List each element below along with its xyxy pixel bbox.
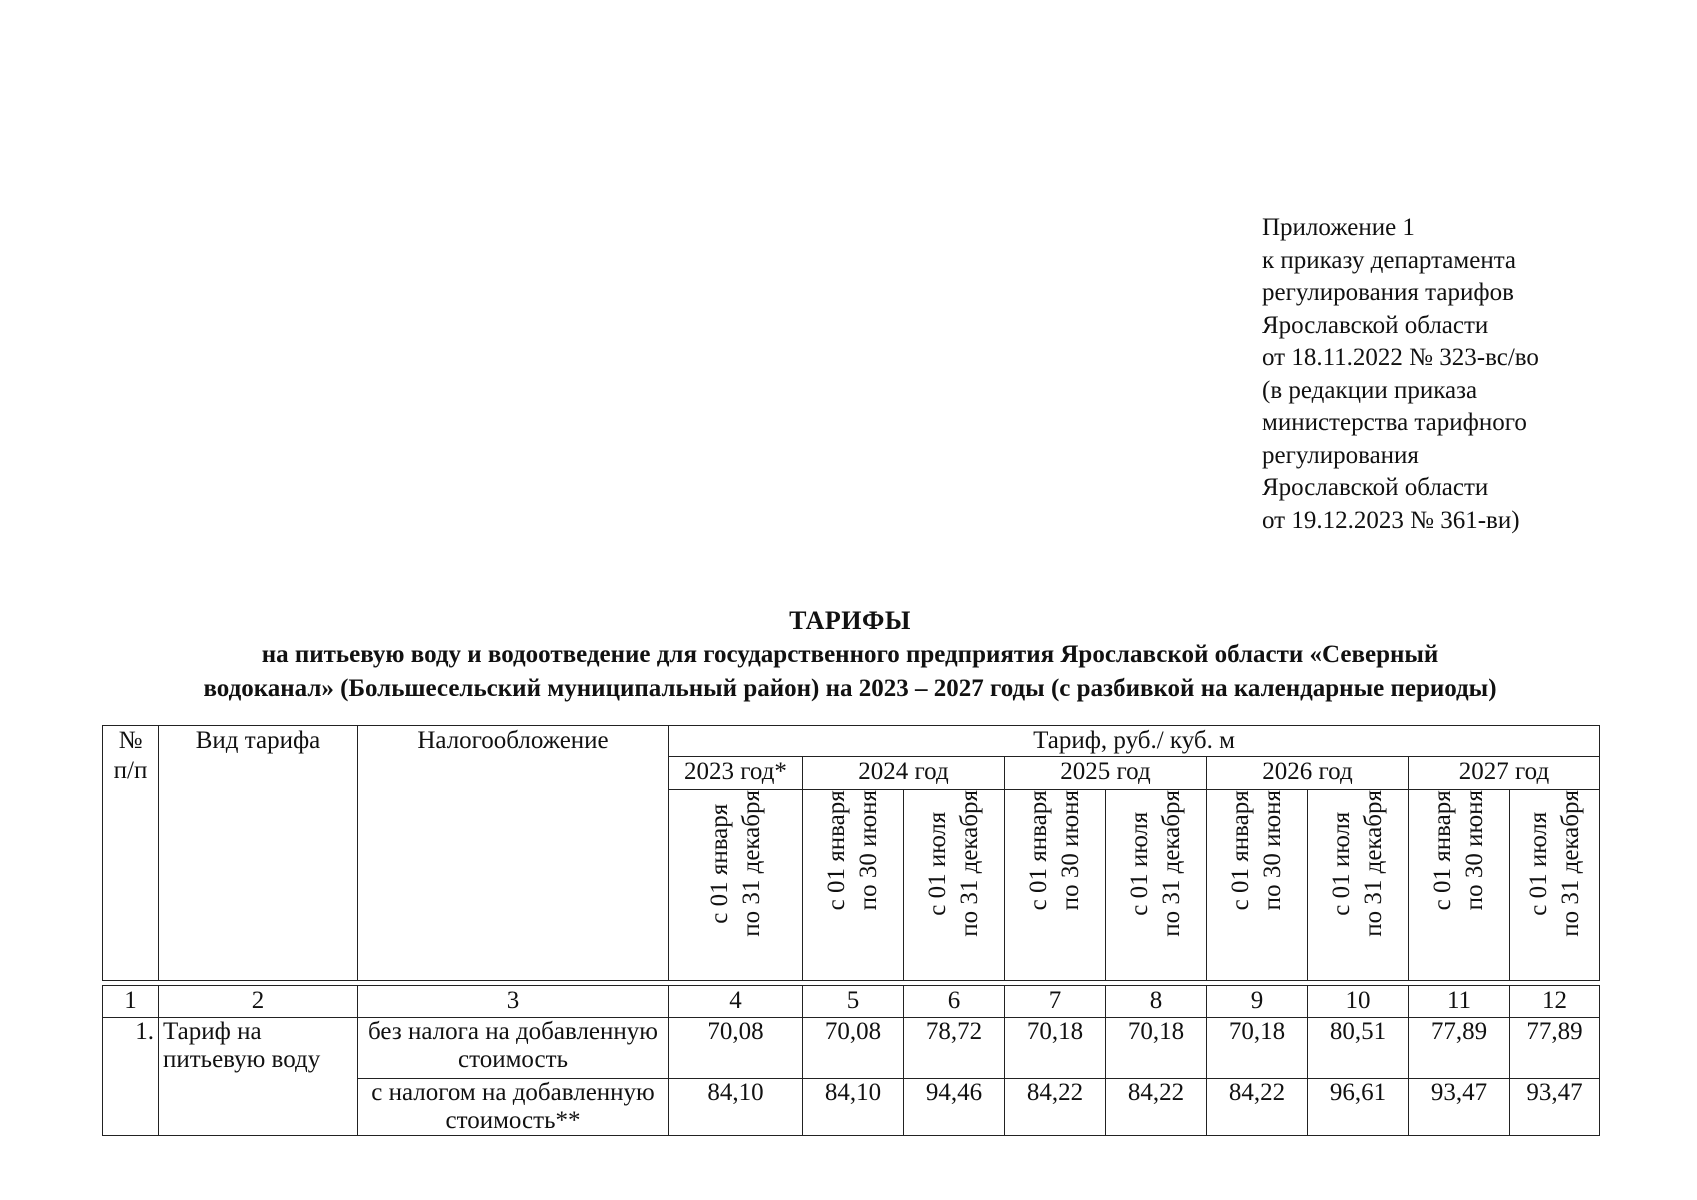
tariff-value: 84,10 bbox=[803, 1079, 904, 1136]
row-tax-with-vat: с налогом на добавленную стоимость** bbox=[358, 1079, 669, 1136]
tariff-value: 70,08 bbox=[669, 1018, 803, 1079]
tariff-value: 84,10 bbox=[669, 1079, 803, 1136]
appendix-line: (в редакции приказа bbox=[1262, 376, 1478, 404]
column-number-row bbox=[103, 986, 1600, 1018]
column-number: 12 bbox=[1510, 986, 1600, 1018]
column-number: 10 bbox=[1308, 986, 1409, 1018]
tariff-value: 96,61 bbox=[1308, 1079, 1409, 1136]
header-tax: Налогообложение bbox=[358, 726, 669, 981]
tariff-value: 93,47 bbox=[1409, 1079, 1510, 1136]
row-tax-without-vat: без налога на добавленную стоимость bbox=[358, 1018, 669, 1079]
header-period: с 01 июля по 31 декабря bbox=[1106, 790, 1207, 981]
appendix-line: от 19.12.2023 № 361-ви) bbox=[1262, 506, 1520, 534]
column-number: 11 bbox=[1409, 986, 1510, 1018]
appendix-line: Ярославской области bbox=[1262, 311, 1489, 339]
header-num: № п/п bbox=[103, 726, 159, 981]
header-year-2023: 2023 год* bbox=[669, 757, 803, 790]
tariff-table bbox=[102, 725, 1600, 1136]
header-period: с 01 января по 30 июня bbox=[1409, 790, 1510, 981]
tariff-value: 84,22 bbox=[1207, 1079, 1308, 1136]
header-period: с 01 января по 30 июня bbox=[1005, 790, 1106, 981]
header-period: с 01 января по 30 июня bbox=[803, 790, 904, 981]
tariff-value: 80,51 bbox=[1308, 1018, 1409, 1079]
header-row-1 bbox=[103, 726, 1600, 757]
tariff-value: 70,18 bbox=[1207, 1018, 1308, 1079]
appendix-line: от 18.11.2022 № 323-вс/во bbox=[1262, 344, 1539, 371]
tariff-value: 77,89 bbox=[1510, 1018, 1600, 1079]
appendix-line: министерства тарифного bbox=[1262, 409, 1527, 436]
header-year-2025: 2025 год bbox=[1005, 757, 1207, 790]
header-period: с 01 января по 30 июня bbox=[1207, 790, 1308, 981]
column-number: 8 bbox=[1106, 986, 1207, 1018]
table-row bbox=[103, 1018, 1600, 1079]
column-number: 3 bbox=[358, 986, 669, 1018]
header-year-2024: 2024 год bbox=[803, 757, 1005, 790]
tariff-value: 84,22 bbox=[1005, 1079, 1106, 1136]
appendix-line: Приложение 1 bbox=[1262, 214, 1415, 241]
tariff-value: 78,72 bbox=[904, 1018, 1005, 1079]
header-year-2027: 2027 год bbox=[1409, 757, 1600, 790]
appendix-line: регулирования тарифов bbox=[1262, 279, 1514, 306]
appendix-block bbox=[1262, 212, 1539, 537]
column-number: 6 bbox=[904, 986, 1005, 1018]
tariff-value: 70,18 bbox=[1005, 1018, 1106, 1079]
appendix-line: к приказу департамента bbox=[1262, 246, 1517, 274]
title-line-1: на питьевую воду и водоотведение для государственного предприятия Ярославской области «Северный bbox=[261, 641, 1439, 668]
header-period: с 01 июля по 31 декабря bbox=[904, 790, 1005, 981]
column-number: 1 bbox=[103, 986, 159, 1018]
column-number: 5 bbox=[803, 986, 904, 1018]
tariff-value: 84,22 bbox=[1106, 1079, 1207, 1136]
column-number: 4 bbox=[669, 986, 803, 1018]
header-type: Вид тарифа bbox=[159, 726, 358, 981]
header-period: с 01 января по 31 декабря bbox=[669, 790, 803, 981]
tariff-value: 77,89 bbox=[1409, 1018, 1510, 1079]
tariff-value: 70,08 bbox=[803, 1018, 904, 1079]
title-main: ТАРИФЫ bbox=[789, 606, 911, 635]
column-number: 9 bbox=[1207, 986, 1308, 1018]
title-line-2: водоканал» (Большесельский муниципальный район) на 2023 – 2027 годы (с разбивкой на календарные периоды) bbox=[203, 675, 1497, 702]
tariff-value: 93,47 bbox=[1510, 1079, 1600, 1136]
appendix-line: Ярославской области bbox=[1262, 474, 1489, 501]
tariff-value: 94,46 bbox=[904, 1079, 1005, 1136]
header-tariff: Тариф, руб./ куб. м bbox=[669, 726, 1600, 757]
column-number: 2 bbox=[159, 986, 358, 1018]
header-year-2026: 2026 год bbox=[1207, 757, 1409, 790]
header-period: с 01 июля по 31 декабря bbox=[1510, 790, 1600, 981]
header-period: с 01 июля по 31 декабря bbox=[1308, 790, 1409, 981]
tariff-value: 70,18 bbox=[1106, 1018, 1207, 1079]
row-tariff-type: Тариф на питьевую воду bbox=[159, 1018, 358, 1136]
document-title bbox=[100, 604, 1600, 706]
row-number: 1. bbox=[103, 1018, 159, 1136]
appendix-line: регулирования bbox=[1262, 441, 1419, 469]
column-number: 7 bbox=[1005, 986, 1106, 1018]
